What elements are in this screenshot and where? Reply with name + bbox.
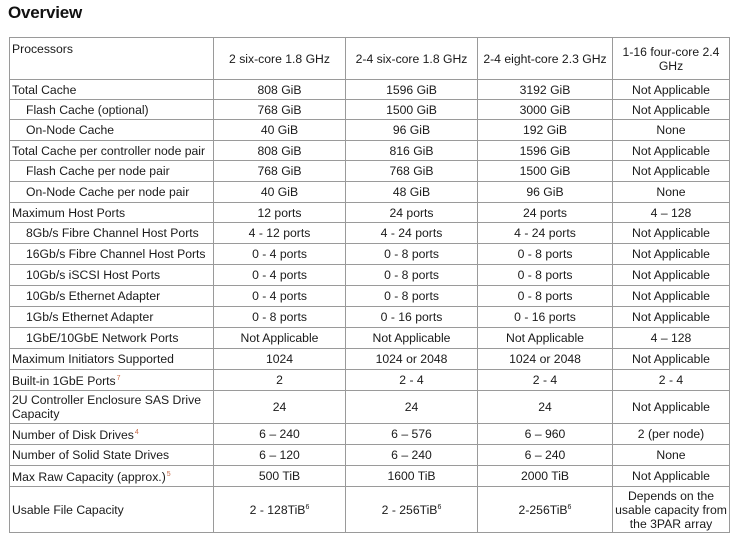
row-label: [10, 487, 214, 533]
row-label-text: On-Node Cache per node pair: [26, 185, 190, 199]
cell-value: 768 GiB: [257, 164, 302, 178]
row-label-text: Built-in 1GbE Ports: [12, 374, 116, 389]
cell-value: 0 - 4 ports: [252, 268, 307, 282]
table-row: [10, 120, 730, 141]
table-cell: [613, 391, 730, 424]
cell-value: 3192 GiB: [519, 82, 571, 97]
table-cell: [214, 203, 346, 223]
cell-value: 2 - 4: [532, 373, 558, 387]
cell-value: Not Applicable: [240, 331, 319, 345]
table-cell: [214, 80, 346, 100]
table-cell: [613, 100, 730, 120]
row-label-text: Max Raw Capacity (approx.): [12, 470, 166, 485]
cell-value: Not Applicable: [632, 82, 710, 97]
cell-value: 1500 GiB: [386, 102, 437, 117]
header-col: 2 six-core 1.8 GHz: [214, 38, 346, 80]
cell-value: Not Applicable: [632, 226, 710, 240]
cell-value: None: [656, 123, 686, 137]
table-cell: [214, 487, 346, 533]
table-cell: [214, 286, 346, 307]
footnote-marker: 6: [437, 504, 442, 512]
row-label: [10, 370, 214, 391]
cell-value: Not Applicable: [632, 102, 710, 117]
table-cell: [346, 80, 478, 100]
row-label-text: Maximum Host Ports: [12, 205, 126, 220]
footnote-marker: 6: [567, 504, 572, 512]
table-row: [10, 203, 730, 223]
table-row: [10, 141, 730, 161]
cell-value: 0 - 4 ports: [252, 247, 307, 261]
table-cell: [346, 100, 478, 120]
table-cell: [478, 265, 613, 286]
row-label-text: 10Gb/s iSCSI Host Ports: [26, 268, 161, 282]
cell-value: 0 - 8 ports: [517, 289, 573, 303]
table-cell: [478, 424, 613, 445]
cell-value: 808 GiB: [257, 82, 302, 97]
row-label: [10, 141, 214, 161]
cell-value: 40 GiB: [260, 123, 299, 137]
table-cell: [478, 445, 613, 466]
cell-value: 0 - 8 ports: [384, 247, 439, 261]
cell-value: 96 GiB: [392, 123, 431, 137]
row-label: [10, 265, 214, 286]
cell-value: 24: [404, 400, 419, 414]
table-cell: [346, 487, 478, 533]
cell-value: 12 ports: [257, 205, 302, 220]
cell-value: 4 - 24 ports: [514, 226, 576, 240]
table-cell: [478, 349, 613, 370]
table-cell: [478, 203, 613, 223]
cell-value: 24: [272, 400, 287, 414]
row-label-text: Usable File Capacity: [12, 502, 124, 517]
table-cell: [478, 223, 613, 244]
table-cell: [613, 203, 730, 223]
table-row: [10, 265, 730, 286]
cell-value: 24: [538, 400, 552, 414]
table-cell: [214, 265, 346, 286]
table-cell: [478, 286, 613, 307]
row-label: [10, 328, 214, 349]
row-label: [10, 244, 214, 265]
table-row: [10, 223, 730, 244]
cell-value: 0 - 8 ports: [517, 247, 573, 261]
row-label-text: 8Gb/s Fibre Channel Host Ports: [26, 226, 199, 240]
table-cell: [613, 265, 730, 286]
page-title: Overview: [8, 3, 83, 22]
table-cell: [478, 466, 613, 487]
table-row: [10, 286, 730, 307]
table-cell: [478, 487, 613, 533]
cell-value: 0 - 8 ports: [252, 310, 307, 324]
cell-value: 48 GiB: [392, 185, 431, 199]
row-label: [10, 286, 214, 307]
table-cell: [214, 349, 346, 370]
row-label: [10, 223, 214, 244]
table-cell: [613, 349, 730, 370]
table-cell: [346, 307, 478, 328]
header-col: 1-16 four-core 2.4 GHz: [613, 38, 730, 80]
header-col: 2-4 six-core 1.8 GHz: [346, 38, 478, 80]
table-cell: [478, 182, 613, 203]
table-row: [10, 80, 730, 100]
cell-value: 2-256TiB: [518, 503, 568, 518]
table-row: [10, 328, 730, 349]
cell-value: Not Applicable: [372, 331, 451, 345]
table-cell: [214, 244, 346, 265]
cell-value: 1600 TiB: [387, 469, 436, 483]
table-cell: [346, 265, 478, 286]
table-cell: [214, 223, 346, 244]
cell-value: 24 ports: [522, 205, 568, 220]
cell-value: 768 GiB: [257, 102, 302, 117]
footnote-marker: 7: [116, 374, 121, 382]
header-col: 2-4 eight-core 2.3 GHz: [478, 38, 613, 80]
table-cell: [346, 286, 478, 307]
table-cell: [613, 487, 730, 533]
table-cell: [346, 370, 478, 391]
table-cell: [613, 120, 730, 141]
table-cell: [478, 100, 613, 120]
cell-value: 6 – 576: [391, 427, 432, 441]
table-cell: [214, 100, 346, 120]
row-label-text: 16Gb/s Fibre Channel Host Ports: [26, 247, 206, 261]
row-label: [10, 466, 214, 487]
cell-value: Not Applicable: [632, 143, 710, 158]
table-row: [10, 182, 730, 203]
table-cell: [346, 120, 478, 141]
cell-value: 2 (per node): [637, 427, 705, 441]
cell-value: 6 – 960: [524, 427, 566, 441]
table-row: [10, 349, 730, 370]
table-cell: [346, 223, 478, 244]
table-cell: [613, 445, 730, 466]
cell-value: 1024 or 2048: [375, 352, 448, 366]
row-label-text: Total Cache per controller node pair: [12, 143, 206, 158]
row-label: [10, 100, 214, 120]
cell-value: 4 - 12 ports: [248, 226, 311, 240]
cell-value: 0 - 16 ports: [380, 310, 443, 324]
table-cell: [346, 349, 478, 370]
cell-value: Not Applicable: [632, 289, 710, 303]
cell-value: 2: [276, 373, 283, 387]
table-cell: [346, 466, 478, 487]
table-cell: [478, 307, 613, 328]
table-cell: [478, 161, 613, 182]
row-label-text: Flash Cache (optional): [26, 102, 149, 117]
row-label-text: 2U Controller Enclosure SAS Drive Capacity: [12, 393, 201, 421]
row-label: [10, 349, 214, 370]
spec-table-body: [10, 38, 730, 533]
cell-value: 1500 GiB: [519, 164, 571, 178]
cell-value: 1596 GiB: [519, 143, 571, 158]
cell-value: 2 - 128TiB: [249, 503, 306, 518]
cell-value: 500 TiB: [258, 469, 301, 483]
row-label: [10, 203, 214, 223]
table-cell: [346, 203, 478, 223]
row-label: [10, 307, 214, 328]
table-cell: [214, 424, 346, 445]
row-label-text: Flash Cache per node pair: [26, 164, 170, 178]
cell-value: 2 - 256TiB: [381, 503, 438, 518]
cell-value: 2000 TiB: [520, 469, 570, 483]
table-cell: [214, 307, 346, 328]
table-cell: [613, 223, 730, 244]
cell-value: Not Applicable: [632, 164, 710, 178]
cell-value: None: [656, 185, 686, 199]
cell-value: 768 GiB: [389, 164, 434, 178]
table-cell: [346, 161, 478, 182]
row-label-text: 10Gb/s Ethernet Adapter: [26, 289, 161, 303]
table-row: [10, 391, 730, 424]
table-cell: [346, 391, 478, 424]
row-label: [10, 391, 214, 424]
cell-value: 1024: [265, 352, 294, 366]
footnote-marker: 6: [305, 504, 310, 512]
table-cell: [613, 466, 730, 487]
table-cell: [214, 161, 346, 182]
row-label-text: Number of Solid State Drives: [12, 448, 170, 462]
cell-value: 0 - 8 ports: [517, 268, 573, 282]
table-cell: [346, 445, 478, 466]
table-cell: [346, 244, 478, 265]
table-cell: [214, 370, 346, 391]
table-cell: [613, 141, 730, 161]
table-cell: [346, 424, 478, 445]
table-row: [10, 445, 730, 466]
table-row: [10, 100, 730, 120]
cell-value: 3000 GiB: [519, 102, 571, 117]
cell-value: Not Applicable: [506, 331, 584, 345]
row-label-text: 1Gb/s Ethernet Adapter: [26, 310, 154, 324]
table-row: [10, 244, 730, 265]
table-cell: [613, 244, 730, 265]
cell-value: 4 – 128: [650, 205, 692, 220]
table-cell: [478, 120, 613, 141]
row-label: [10, 120, 214, 141]
table-row: [10, 307, 730, 328]
table-cell: [613, 424, 730, 445]
cell-value: 96 GiB: [526, 185, 564, 199]
table-cell: [613, 328, 730, 349]
cell-value: 816 GiB: [389, 143, 434, 158]
table-cell: [478, 370, 613, 391]
cell-value: 6 – 120: [259, 448, 300, 462]
table-cell: [613, 182, 730, 203]
table-cell: [478, 141, 613, 161]
table-row: [10, 161, 730, 182]
cell-value: 40 GiB: [260, 185, 299, 199]
table-cell: [214, 120, 346, 141]
cell-value: 4 - 24 ports: [380, 226, 443, 240]
row-label: [10, 161, 214, 182]
cell-value: 6 – 240: [524, 448, 566, 462]
table-cell: [478, 391, 613, 424]
table-cell: [346, 182, 478, 203]
table-row: [10, 466, 730, 487]
cell-value: Not Applicable: [632, 400, 710, 414]
cell-value: 6 – 240: [391, 448, 432, 462]
table-cell: [346, 328, 478, 349]
table-row: [10, 424, 730, 445]
header-label: Processors: [10, 38, 214, 80]
cell-value: 0 - 8 ports: [384, 268, 439, 282]
cell-value: Not Applicable: [632, 352, 710, 366]
table-cell: [613, 370, 730, 391]
table-cell: [214, 445, 346, 466]
table-row: [10, 487, 730, 533]
row-label: [10, 182, 214, 203]
row-label-text: Total Cache: [12, 82, 77, 97]
row-label-text: On-Node Cache: [26, 123, 115, 137]
cell-value: Not Applicable: [632, 247, 710, 261]
table-cell: [214, 328, 346, 349]
row-label: [10, 80, 214, 100]
row-label: [10, 445, 214, 466]
cell-value: 2 - 4: [399, 373, 424, 387]
cell-value: Depends on the usable capacity from the 3PAR array: [615, 488, 727, 531]
row-label-text: 1GbE/10GbE Network Ports: [26, 331, 179, 345]
table-cell: [613, 80, 730, 100]
table-cell: [613, 307, 730, 328]
cell-value: 4 – 128: [650, 331, 692, 345]
cell-value: 0 - 16 ports: [514, 310, 576, 324]
table-cell: [613, 161, 730, 182]
table-cell: [214, 182, 346, 203]
row-label-text: Maximum Initiators Supported: [12, 352, 174, 366]
cell-value: Not Applicable: [632, 310, 710, 324]
spec-table: [9, 37, 730, 533]
cell-value: None: [656, 448, 686, 462]
table-cell: [214, 391, 346, 424]
cell-value: 6 – 240: [259, 427, 300, 441]
cell-value: Not Applicable: [632, 469, 710, 483]
table-cell: [478, 244, 613, 265]
cell-value: 0 - 4 ports: [252, 289, 307, 303]
cell-value: 808 GiB: [257, 143, 302, 158]
table-cell: [613, 286, 730, 307]
table-cell: [346, 141, 478, 161]
cell-value: 192 GiB: [522, 123, 568, 137]
table-cell: [478, 328, 613, 349]
table-row: [10, 370, 730, 391]
footnote-marker: 5: [166, 470, 171, 478]
table-cell: [214, 141, 346, 161]
footnote-marker: 4: [134, 428, 139, 436]
table-cell: [478, 80, 613, 100]
table-header-row: [10, 38, 730, 80]
cell-value: 0 - 8 ports: [384, 289, 439, 303]
row-label-text: Number of Disk Drives: [12, 428, 134, 443]
cell-value: Not Applicable: [632, 268, 710, 282]
cell-value: 24 ports: [389, 205, 434, 220]
table-cell: [214, 466, 346, 487]
cell-value: 1024 or 2048: [509, 352, 581, 366]
row-label: [10, 424, 214, 445]
cell-value: 1596 GiB: [386, 82, 437, 97]
cell-value: 2 - 4: [658, 373, 684, 387]
